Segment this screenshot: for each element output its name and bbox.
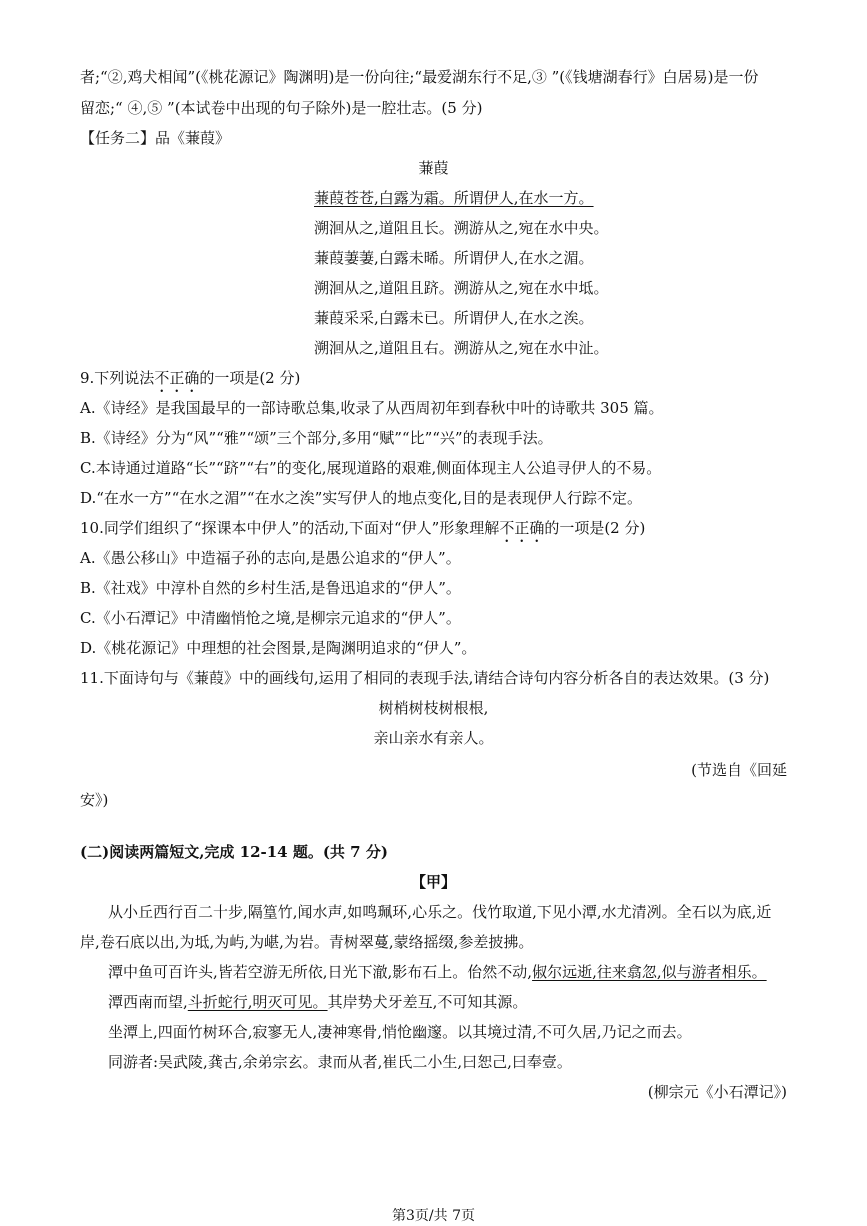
question-10-option-c: C.《小石潭记》中清幽悄怆之境,是柳宗元追求的“伊人”。 <box>80 609 461 627</box>
verse-source-cont: 安》) <box>80 791 109 809</box>
verse-line: 亲山亲水有亲人。 <box>373 729 494 747</box>
passage-paragraph-1: 从小丘西行百二十步,隔篁竹,闻水声,如鸣珮环,心乐之。伐竹取道,下见小潭,水尤清冽。全石以为底,近 <box>108 903 772 921</box>
question-9-option-a: A.《诗经》是我国最早的一部诗歌总集,收录了从西周初年到春秋中叶的诗歌共 305 篇。 <box>80 399 664 417</box>
question-11-stem: 11.下面诗句与《蒹葭》中的画线句,运用了相同的表现手法,请结合诗句内容分析各自的表达效果。(3 分) <box>80 669 770 687</box>
task-two-heading: 【任务二】品《蒹葭》 <box>80 129 231 147</box>
question-10-option-a: A.《愚公移山》中造福子孙的志向,是愚公追求的“伊人”。 <box>80 549 461 567</box>
fill-blank-line-1: 者;“②,鸡犬相闻”(《桃花源记》陶渊明)是一份向往;“最爱湖东行不足,③ ”(《钱塘湖春行》白居易)是一份 <box>80 68 759 86</box>
passage-paragraph-2: 潭中鱼可百许头,皆若空游无所依,日光下澈,影布石上。佁然不动,俶尔远逝,往来翕忽,似与游者相乐。 <box>108 963 767 981</box>
page-footer: 第3页/共 7页 <box>392 1208 475 1224</box>
poem-line: 溯洄从之,道阻且跻。溯游从之,宛在水中坻。 <box>314 279 609 297</box>
fill-blank-line-2: 留恋;“ ④,⑤ ”(本试卷中出现的句子除外)是一腔壮志。(5 分) <box>80 99 483 117</box>
passage-paragraph-4: 坐潭上,四面竹树环合,寂寥无人,凄神寒骨,悄怆幽邃。以其境过清,不可久居,乃记之而去。 <box>108 1023 692 1041</box>
poem-line: 蒹葭萋萋,白露未晞。所谓伊人,在水之湄。 <box>314 249 594 267</box>
passage-paragraph-1-cont: 岸,卷石底以出,为坻,为屿,为嵁,为岩。青树翠蔓,蒙络摇缀,参差披拂。 <box>80 933 534 951</box>
verse-line: 树梢树枝树根根, <box>378 699 489 717</box>
poem-line: 溯洄从之,道阻且长。溯游从之,宛在水中央。 <box>314 219 609 237</box>
poem-line-underlined: 蒹葭苍苍,白露为霜。所谓伊人,在水一方。 <box>314 189 594 207</box>
passage-paragraph-3: 潭西南而望,斗折蛇行,明灭可见。其岸势犬牙差互,不可知其源。 <box>108 993 528 1011</box>
question-10-option-b: B.《社戏》中淳朴自然的乡村生活,是鲁迅追求的“伊人”。 <box>80 579 461 597</box>
passage-label-jia: 【甲】 <box>410 873 456 891</box>
question-9-option-c: C.本诗通过道路“长”“跻”“右”的变化,展现道路的艰难,侧面体现主人公追寻伊人的不易。 <box>80 459 662 477</box>
poem-title: 蒹葭 <box>418 159 449 177</box>
question-10-stem: 10.同学们组织了“探课本中伊人”的活动,下面对“伊人”形象理解不正确的一项是(2 分) <box>80 519 646 537</box>
verse-source: (节选自《回延 <box>691 761 787 779</box>
question-9-option-b: B.《诗经》分为“风”“雅”“颂”三个部分,多用“赋”“比”“兴”的表现手法。 <box>80 429 553 447</box>
poem-line: 蒹葭采采,白露未已。所谓伊人,在水之涘。 <box>314 309 594 327</box>
question-9-stem: 9.下列说法不正确的一项是(2 分) <box>80 369 301 387</box>
question-9-option-d: D.“在水一方”“在水之湄”“在水之涘”实写伊人的地点变化,目的是表现伊人行踪不定。 <box>80 489 643 507</box>
section-two-heading: (二)阅读两篇短文,完成 12-14 题。(共 7 分) <box>80 843 388 861</box>
passage-source: (柳宗元《小石潭记》) <box>647 1083 787 1101</box>
poem-line: 溯洄从之,道阻且右。溯游从之,宛在水中沚。 <box>314 339 609 357</box>
passage-paragraph-5: 同游者:吴武陵,龚古,余弟宗玄。隶而从者,崔氏二小生,曰恕己,曰奉壹。 <box>108 1053 572 1071</box>
question-10-option-d: D.《桃花源记》中理想的社会图景,是陶渊明追求的“伊人”。 <box>80 639 477 657</box>
